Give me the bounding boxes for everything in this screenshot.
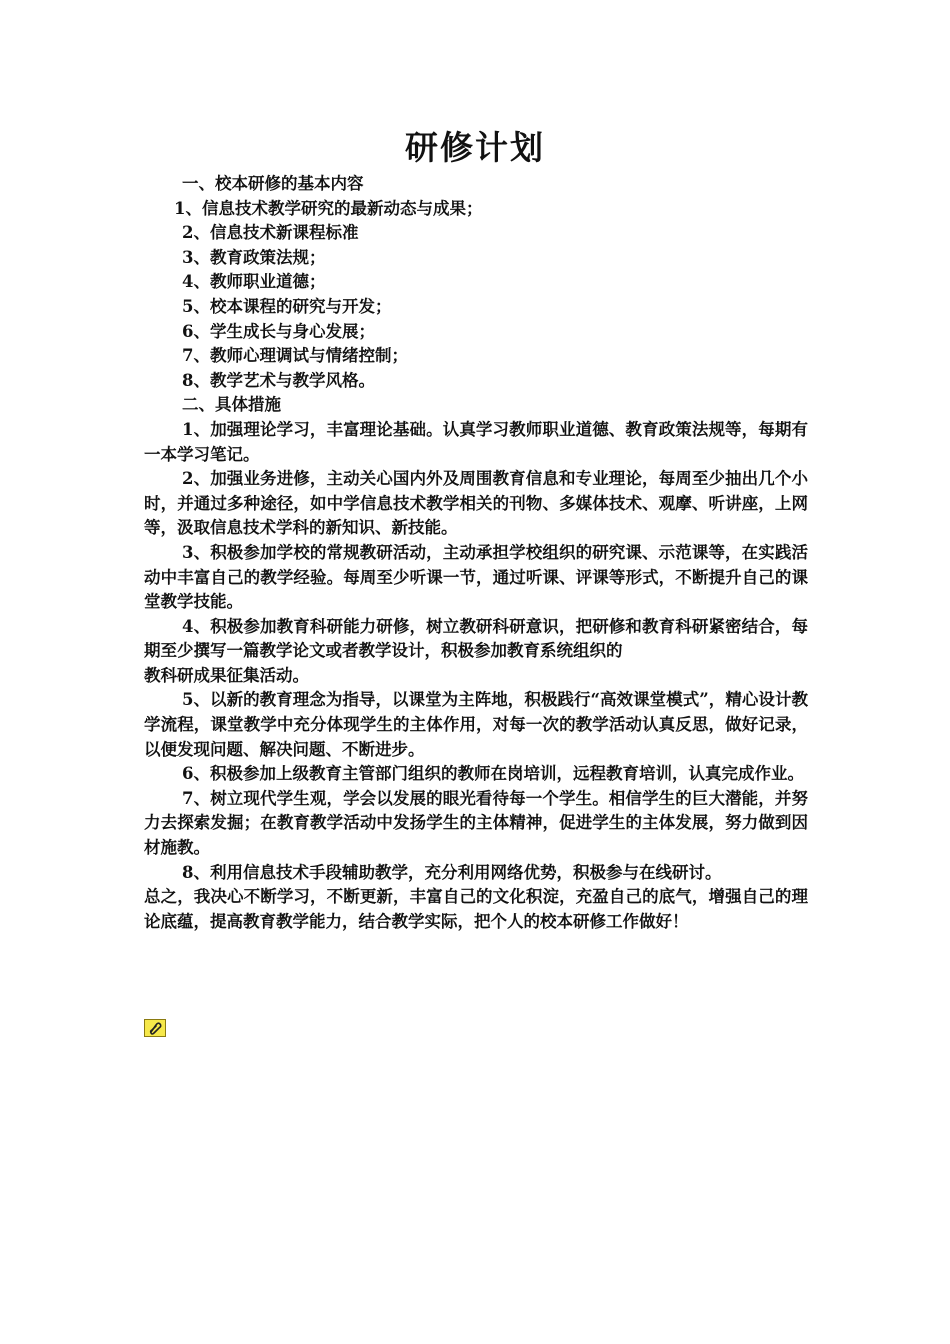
content-item: 1、信息技术教学研究的最新动态与成果； <box>174 198 483 218</box>
measure-paragraph: 2、加强业务进修，主动关心国内外及周围教育信息和专业理论，每周至少抽出几个小时，并通过多种途径，如中学信息技术教学相关的刊物、多媒体技术、观摩、听讲座，上网等，汲取信息技术学科的新知识、新技能。 <box>144 469 808 538</box>
content-item: 8、教学艺术与教学风格。 <box>182 370 375 390</box>
content-item: 4、教师职业道德； <box>182 272 326 292</box>
document-title: 研修计划 <box>405 128 545 167</box>
content-item: 7、教师心理调试与情绪控制； <box>182 346 408 366</box>
measure-paragraph: 5、以新的教育理念为指导，以课堂为主阵地，积极践行“高效课堂模式”，精心设计教学流程，课堂教学中充分体现学生的主体作用，对每一次的教学活动认真反思，做好记录，以便发现问题、解决问题、不断进步。 <box>144 690 808 759</box>
content-item: 3、教育政策法规； <box>182 247 326 267</box>
measure-paragraph: 6、积极参加上级教育主管部门组织的教师在岗培训，远程教育培训，认真完成作业。 <box>182 764 804 784</box>
section-heading-measures: 二、具体措施 <box>182 395 281 415</box>
measure-paragraph: 4、积极参加教育科研能力研修，树立教研科研意识，把研修和教育科研紧密结合，每期至少撰写一篇教学论文或者教学设计，积极参加教育系统组织的 <box>144 616 808 661</box>
content-item: 6、学生成长与身心发展； <box>182 321 375 341</box>
measure-paragraph: 7、树立现代学生观，学会以发展的眼光看待每一个学生。相信学生的巨大潜能，并努力去探索发掘；在教育教学活动中发扬学生的主体精神，促进学生的主体发展，努力做到因材施教。 <box>144 788 808 858</box>
measure-paragraph: 1、加强理论学习，丰富理论基础。认真学习教师职业道德、教育政策法规等，每期有一本学习笔记。 <box>144 419 808 464</box>
link-icon[interactable] <box>144 1019 166 1037</box>
section-heading-content: 一、校本研修的基本内容 <box>182 174 364 193</box>
content-item: 2、信息技术新课程标准 <box>182 223 359 243</box>
link-icon-glyph <box>145 1020 165 1036</box>
measure-paragraph: 3、积极参加学校的常规教研活动，主动承担学校组织的研究课、示范课等，在实践活动中丰富自己的教学经验。每周至少听课一节，通过听课、评课等形式，不断提升自己的课堂教学技能。 <box>144 542 808 612</box>
measure-paragraph: 8、利用信息技术手段辅助教学，充分利用网络优势，积极参与在线研讨。 <box>182 862 722 882</box>
document-body <box>144 172 808 934</box>
conclusion-paragraph: 总之，我决心不断学习，不断更新，丰富自己的文化积淀，充盈自己的底气，增强自己的理论底蕴，提高教育教学能力，结合教学实际，把个人的校本研修工作做好！ <box>144 887 808 931</box>
content-item: 5、校本课程的研究与开发； <box>182 296 392 316</box>
measure-paragraph-continued: 教科研成果征集活动。 <box>144 665 309 685</box>
